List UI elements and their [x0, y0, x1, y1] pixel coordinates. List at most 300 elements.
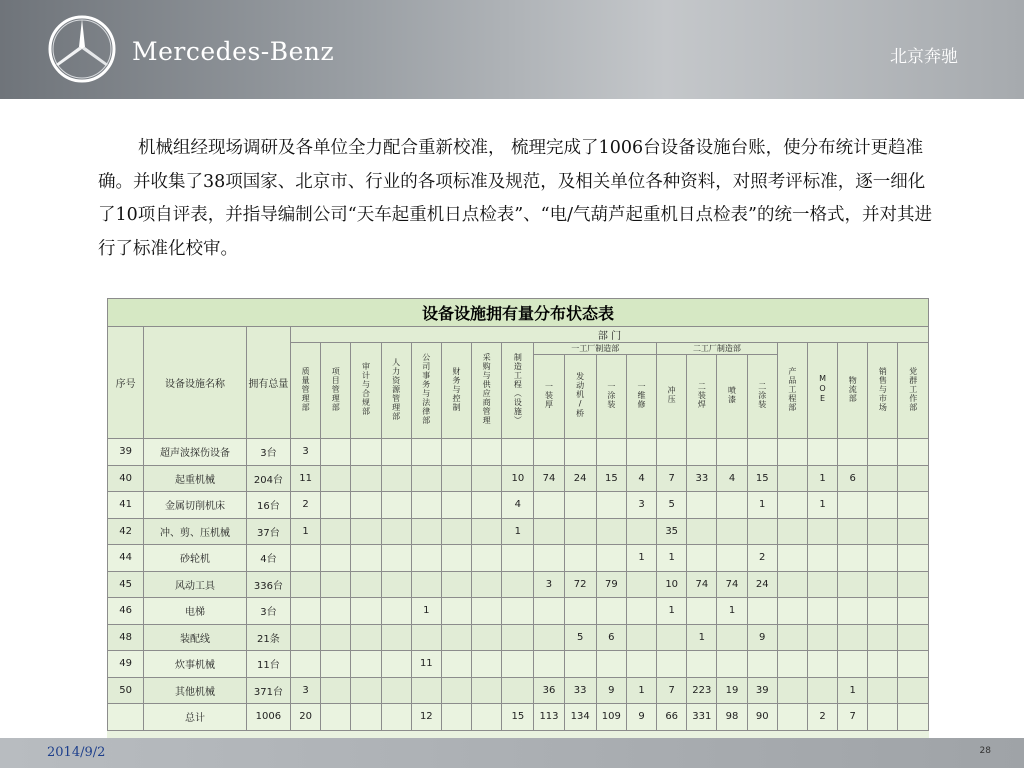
- dept-header: [441, 343, 471, 439]
- factory1-sub-header: [626, 355, 656, 439]
- row-seq: 46: [108, 598, 144, 625]
- row-total: 336台: [246, 571, 290, 598]
- row-cell: [472, 704, 502, 731]
- row-cell: [291, 571, 321, 598]
- row-cell: [472, 465, 502, 492]
- row-cell: [868, 624, 898, 651]
- row-seq: 42: [108, 518, 144, 545]
- row-cell: [596, 545, 626, 572]
- row-cell: [321, 465, 351, 492]
- row-cell: 1: [411, 598, 441, 625]
- row-cell: [898, 624, 929, 651]
- row-cell: 72: [564, 571, 596, 598]
- table-row: [108, 704, 929, 731]
- row-cell: 33: [687, 465, 717, 492]
- row-cell: 15: [747, 465, 777, 492]
- row-cell: [687, 518, 717, 545]
- row-cell: [626, 624, 656, 651]
- row-seq: 39: [108, 439, 144, 466]
- row-cell: [777, 598, 807, 625]
- row-cell: 2: [807, 704, 837, 731]
- row-seq: 50: [108, 677, 144, 704]
- row-cell: 10: [657, 571, 687, 598]
- row-cell: [534, 492, 564, 519]
- row-cell: [351, 704, 381, 731]
- row-cell: 1: [838, 677, 868, 704]
- dept-header-label: 销售与市场: [878, 366, 888, 412]
- row-cell: 6: [838, 465, 868, 492]
- row-cell: [472, 571, 502, 598]
- row-cell: [441, 624, 471, 651]
- table-row: [108, 677, 929, 704]
- table-row: [108, 439, 929, 466]
- row-cell: [381, 439, 411, 466]
- row-cell: [564, 545, 596, 572]
- row-cell: [472, 492, 502, 519]
- row-cell: [321, 624, 351, 651]
- row-cell: [777, 518, 807, 545]
- row-cell: [472, 545, 502, 572]
- row-cell: [687, 492, 717, 519]
- row-name: 金属切削机床: [144, 492, 247, 519]
- row-cell: 7: [657, 465, 687, 492]
- row-cell: [502, 624, 534, 651]
- row-cell: [321, 651, 351, 678]
- row-cell: [534, 651, 564, 678]
- row-seq: 48: [108, 624, 144, 651]
- row-cell: [564, 439, 596, 466]
- dept-header-label: 采购与供应商管理: [482, 353, 492, 425]
- row-cell: [411, 571, 441, 598]
- row-cell: [381, 571, 411, 598]
- row-cell: [291, 545, 321, 572]
- row-cell: [898, 518, 929, 545]
- factory2-sub-header: [657, 355, 687, 439]
- row-cell: [807, 651, 837, 678]
- row-cell: 35: [657, 518, 687, 545]
- row-cell: [351, 545, 381, 572]
- row-cell: [777, 571, 807, 598]
- row-cell: [838, 545, 868, 572]
- dept-header: [502, 343, 534, 439]
- dept-header: [472, 343, 502, 439]
- row-cell: [777, 492, 807, 519]
- row-cell: 9: [747, 624, 777, 651]
- row-cell: [626, 598, 656, 625]
- dept-header-label: 人力资源管理部: [391, 357, 401, 421]
- row-cell: [777, 624, 807, 651]
- row-cell: [596, 518, 626, 545]
- row-cell: 1: [807, 465, 837, 492]
- row-cell: [351, 598, 381, 625]
- row-cell: [441, 439, 471, 466]
- row-cell: [411, 439, 441, 466]
- row-total: 4台: [246, 545, 290, 572]
- dept-header: [381, 343, 411, 439]
- row-cell: [351, 518, 381, 545]
- row-cell: [868, 545, 898, 572]
- row-cell: [838, 624, 868, 651]
- row-cell: [868, 598, 898, 625]
- dept-header: [291, 343, 321, 439]
- row-cell: [807, 624, 837, 651]
- row-cell: [838, 651, 868, 678]
- row-cell: [868, 677, 898, 704]
- row-cell: [626, 518, 656, 545]
- row-cell: [838, 518, 868, 545]
- row-cell: 331: [687, 704, 717, 731]
- row-cell: 7: [657, 677, 687, 704]
- row-name: 冲、剪、压机械: [144, 518, 247, 545]
- dept-header-label: 财务与控制: [451, 366, 461, 412]
- row-name: 其他机械: [144, 677, 247, 704]
- row-cell: [687, 651, 717, 678]
- row-cell: 9: [626, 704, 656, 731]
- row-cell: [534, 624, 564, 651]
- row-cell: [807, 598, 837, 625]
- dept-group-header: 部 门: [291, 327, 929, 343]
- row-cell: [441, 545, 471, 572]
- row-cell: [687, 439, 717, 466]
- row-cell: 90: [747, 704, 777, 731]
- row-cell: [411, 492, 441, 519]
- row-cell: [534, 545, 564, 572]
- row-cell: 3: [291, 439, 321, 466]
- row-cell: [898, 465, 929, 492]
- row-cell: 1: [626, 545, 656, 572]
- row-cell: [747, 518, 777, 545]
- row-seq: 40: [108, 465, 144, 492]
- row-cell: [868, 439, 898, 466]
- row-cell: [441, 704, 471, 731]
- row-cell: [747, 598, 777, 625]
- row-cell: [777, 545, 807, 572]
- row-cell: 74: [717, 571, 747, 598]
- row-cell: [657, 439, 687, 466]
- equipment-distribution-table: [107, 298, 929, 738]
- row-cell: 4: [502, 492, 534, 519]
- row-cell: 1: [807, 492, 837, 519]
- body-paragraph: 机械组经现场调研及各单位全力配合重新校准， 梳理完成了1006台设备设施台账，使分布统计更趋准确。并收集了38项国家、北京市、行业的各项标准及规范，及相关单位各种资料，对照考评标准，逐一细化了10项自评表，并指导编制公司“天车起重机日点检表”、“电/气葫芦起重机日点检表”的统一格式，并对其进行了标准化校审。: [98, 138, 932, 259]
- row-cell: 2: [291, 492, 321, 519]
- row-cell: 79: [596, 571, 626, 598]
- row-name: 装配线: [144, 624, 247, 651]
- row-cell: [687, 545, 717, 572]
- row-cell: 19: [717, 677, 747, 704]
- factory1-sub-header: [596, 355, 626, 439]
- row-cell: [321, 439, 351, 466]
- row-cell: 5: [657, 492, 687, 519]
- row-cell: 1: [687, 624, 717, 651]
- row-cell: 6: [596, 624, 626, 651]
- table-row: [108, 492, 929, 519]
- row-cell: [472, 518, 502, 545]
- row-cell: [898, 704, 929, 731]
- dept-header-label: 制造工程（设施）: [513, 353, 523, 425]
- row-cell: [351, 651, 381, 678]
- row-cell: 9: [596, 677, 626, 704]
- dept-header-label: 物流部: [848, 375, 858, 403]
- row-cell: [747, 439, 777, 466]
- table-row: [108, 545, 929, 572]
- row-cell: [441, 492, 471, 519]
- row-cell: [291, 651, 321, 678]
- row-cell: [381, 492, 411, 519]
- dept-header-label: 审计与合规部: [361, 362, 371, 416]
- row-seq: 44: [108, 545, 144, 572]
- row-cell: [291, 624, 321, 651]
- row-cell: [381, 624, 411, 651]
- row-cell: [441, 518, 471, 545]
- factory2-header: 二工厂制造部: [657, 343, 778, 355]
- row-seq: 41: [108, 492, 144, 519]
- row-cell: 39: [747, 677, 777, 704]
- row-cell: 74: [687, 571, 717, 598]
- row-cell: [564, 518, 596, 545]
- row-cell: [838, 439, 868, 466]
- factory2-sub-header-label: 二装焊: [697, 381, 707, 409]
- table-row: [108, 518, 929, 545]
- dealer-name: 北京奔驰: [890, 47, 958, 67]
- row-cell: [502, 651, 534, 678]
- row-cell: [717, 624, 747, 651]
- row-cell: 2: [747, 545, 777, 572]
- row-cell: [898, 492, 929, 519]
- table-row: [108, 624, 929, 651]
- row-cell: [321, 677, 351, 704]
- row-cell: [502, 439, 534, 466]
- dept-header: [351, 343, 381, 439]
- factory1-sub-header: [534, 355, 564, 439]
- row-cell: [472, 651, 502, 678]
- row-cell: [596, 598, 626, 625]
- row-cell: [868, 651, 898, 678]
- row-seq: [108, 704, 144, 731]
- row-cell: 1: [626, 677, 656, 704]
- row-cell: [534, 518, 564, 545]
- row-cell: 223: [687, 677, 717, 704]
- row-cell: [898, 571, 929, 598]
- footer-bar: [0, 738, 1024, 768]
- row-cell: [838, 598, 868, 625]
- row-cell: [411, 624, 441, 651]
- row-total: 16台: [246, 492, 290, 519]
- row-cell: [321, 492, 351, 519]
- factory2-sub-header-label: 冲压: [667, 386, 677, 404]
- row-cell: [411, 545, 441, 572]
- dept-header-label: 公司事务与法律部: [421, 353, 431, 425]
- row-cell: 5: [564, 624, 596, 651]
- row-cell: [838, 571, 868, 598]
- row-cell: 134: [564, 704, 596, 731]
- row-cell: [381, 518, 411, 545]
- factory2-sub-header: [717, 355, 747, 439]
- row-cell: [381, 651, 411, 678]
- row-cell: [898, 545, 929, 572]
- row-cell: [472, 677, 502, 704]
- row-cell: 98: [717, 704, 747, 731]
- row-cell: [564, 492, 596, 519]
- row-cell: [717, 439, 747, 466]
- row-cell: [626, 571, 656, 598]
- row-cell: 1: [747, 492, 777, 519]
- row-cell: [381, 598, 411, 625]
- table-row: [108, 651, 929, 678]
- row-cell: [321, 598, 351, 625]
- dept-header-label: 质量管理部: [301, 366, 311, 412]
- row-cell: [807, 571, 837, 598]
- row-cell: 4: [717, 465, 747, 492]
- row-cell: [321, 704, 351, 731]
- row-cell: [502, 598, 534, 625]
- row-cell: [441, 651, 471, 678]
- row-cell: [868, 704, 898, 731]
- row-cell: 1: [657, 598, 687, 625]
- factory1-sub-header-label: 一维修: [637, 381, 646, 409]
- row-cell: [596, 492, 626, 519]
- dept-header: [898, 343, 929, 439]
- row-seq: 49: [108, 651, 144, 678]
- row-cell: [351, 439, 381, 466]
- dept-header-label: MOE: [818, 374, 828, 404]
- dept-header-label: 党群工作部: [908, 366, 918, 412]
- row-cell: [898, 677, 929, 704]
- row-total: 204台: [246, 465, 290, 492]
- row-cell: 33: [564, 677, 596, 704]
- row-cell: 7: [838, 704, 868, 731]
- row-cell: [502, 571, 534, 598]
- factory2-sub-header: [687, 355, 717, 439]
- row-name: 超声波探伤设备: [144, 439, 247, 466]
- brand-name: Mercedes-Benz: [132, 37, 335, 66]
- row-cell: [868, 518, 898, 545]
- row-cell: [777, 651, 807, 678]
- row-name: 风动工具: [144, 571, 247, 598]
- row-cell: [717, 545, 747, 572]
- row-total: 3台: [246, 598, 290, 625]
- table-row: [108, 598, 929, 625]
- factory1-sub-header-label: 发动机/桥: [575, 372, 585, 418]
- row-cell: [381, 677, 411, 704]
- row-cell: 1: [502, 518, 534, 545]
- row-cell: [441, 598, 471, 625]
- row-cell: [868, 492, 898, 519]
- row-cell: [411, 677, 441, 704]
- dept-header: [868, 343, 898, 439]
- dept-header-label: 产品工程部: [787, 366, 797, 412]
- row-cell: [502, 545, 534, 572]
- row-cell: [381, 704, 411, 731]
- factory2-sub-header-label: 二涂装: [757, 381, 767, 409]
- row-total: 3台: [246, 439, 290, 466]
- page-number: 28: [979, 746, 991, 756]
- row-cell: [868, 571, 898, 598]
- row-cell: [321, 518, 351, 545]
- row-cell: 74: [534, 465, 564, 492]
- row-cell: [687, 598, 717, 625]
- dept-header: [411, 343, 441, 439]
- row-cell: [441, 677, 471, 704]
- row-cell: 109: [596, 704, 626, 731]
- row-cell: 24: [564, 465, 596, 492]
- row-cell: [381, 545, 411, 572]
- table-row: [108, 465, 929, 492]
- row-cell: 11: [411, 651, 441, 678]
- col-seq-header: 序号: [108, 327, 144, 439]
- mercedes-star-icon: [47, 14, 117, 84]
- factory2-sub-header-label: 喷漆: [727, 386, 737, 404]
- row-cell: [351, 624, 381, 651]
- row-total: 37台: [246, 518, 290, 545]
- factory2-sub-header: [747, 355, 777, 439]
- row-cell: [747, 651, 777, 678]
- row-cell: [657, 624, 687, 651]
- row-cell: [657, 651, 687, 678]
- row-cell: [807, 677, 837, 704]
- row-cell: 20: [291, 704, 321, 731]
- dept-header: [321, 343, 351, 439]
- row-cell: [717, 651, 747, 678]
- row-cell: 66: [657, 704, 687, 731]
- row-cell: [777, 677, 807, 704]
- row-cell: [564, 598, 596, 625]
- row-cell: [807, 518, 837, 545]
- dept-header: [838, 343, 868, 439]
- col-name-header: 设备设施名称: [144, 327, 247, 439]
- row-cell: 24: [747, 571, 777, 598]
- row-cell: [321, 545, 351, 572]
- row-name: 炊事机械: [144, 651, 247, 678]
- row-cell: [351, 677, 381, 704]
- row-total: 11台: [246, 651, 290, 678]
- dept-header: [807, 343, 837, 439]
- row-cell: [596, 651, 626, 678]
- dept-header-label: 项目管理部: [331, 366, 341, 412]
- row-cell: [564, 651, 596, 678]
- row-cell: [472, 598, 502, 625]
- table-title: 设备设施拥有量分布状态表: [108, 299, 929, 327]
- row-cell: [626, 439, 656, 466]
- row-cell: 1: [717, 598, 747, 625]
- row-cell: [838, 492, 868, 519]
- row-cell: [626, 651, 656, 678]
- row-cell: [807, 545, 837, 572]
- header-banner: [0, 0, 1024, 99]
- row-cell: 113: [534, 704, 564, 731]
- row-cell: [534, 598, 564, 625]
- row-name: 电梯: [144, 598, 247, 625]
- dept-header: [777, 343, 807, 439]
- row-cell: 3: [534, 571, 564, 598]
- footer-date: 2014/9/2: [47, 745, 106, 760]
- row-cell: 12: [411, 704, 441, 731]
- row-cell: [717, 518, 747, 545]
- row-seq: 45: [108, 571, 144, 598]
- row-name: 总计: [144, 704, 247, 731]
- row-cell: [472, 439, 502, 466]
- factory1-sub-header: [564, 355, 596, 439]
- row-cell: 15: [596, 465, 626, 492]
- row-cell: [351, 465, 381, 492]
- row-cell: [898, 598, 929, 625]
- row-cell: [777, 704, 807, 731]
- row-cell: 36: [534, 677, 564, 704]
- row-cell: [472, 624, 502, 651]
- row-cell: [807, 439, 837, 466]
- factory1-sub-header-label: 一涂装: [606, 381, 616, 409]
- row-cell: [351, 492, 381, 519]
- row-cell: 15: [502, 704, 534, 731]
